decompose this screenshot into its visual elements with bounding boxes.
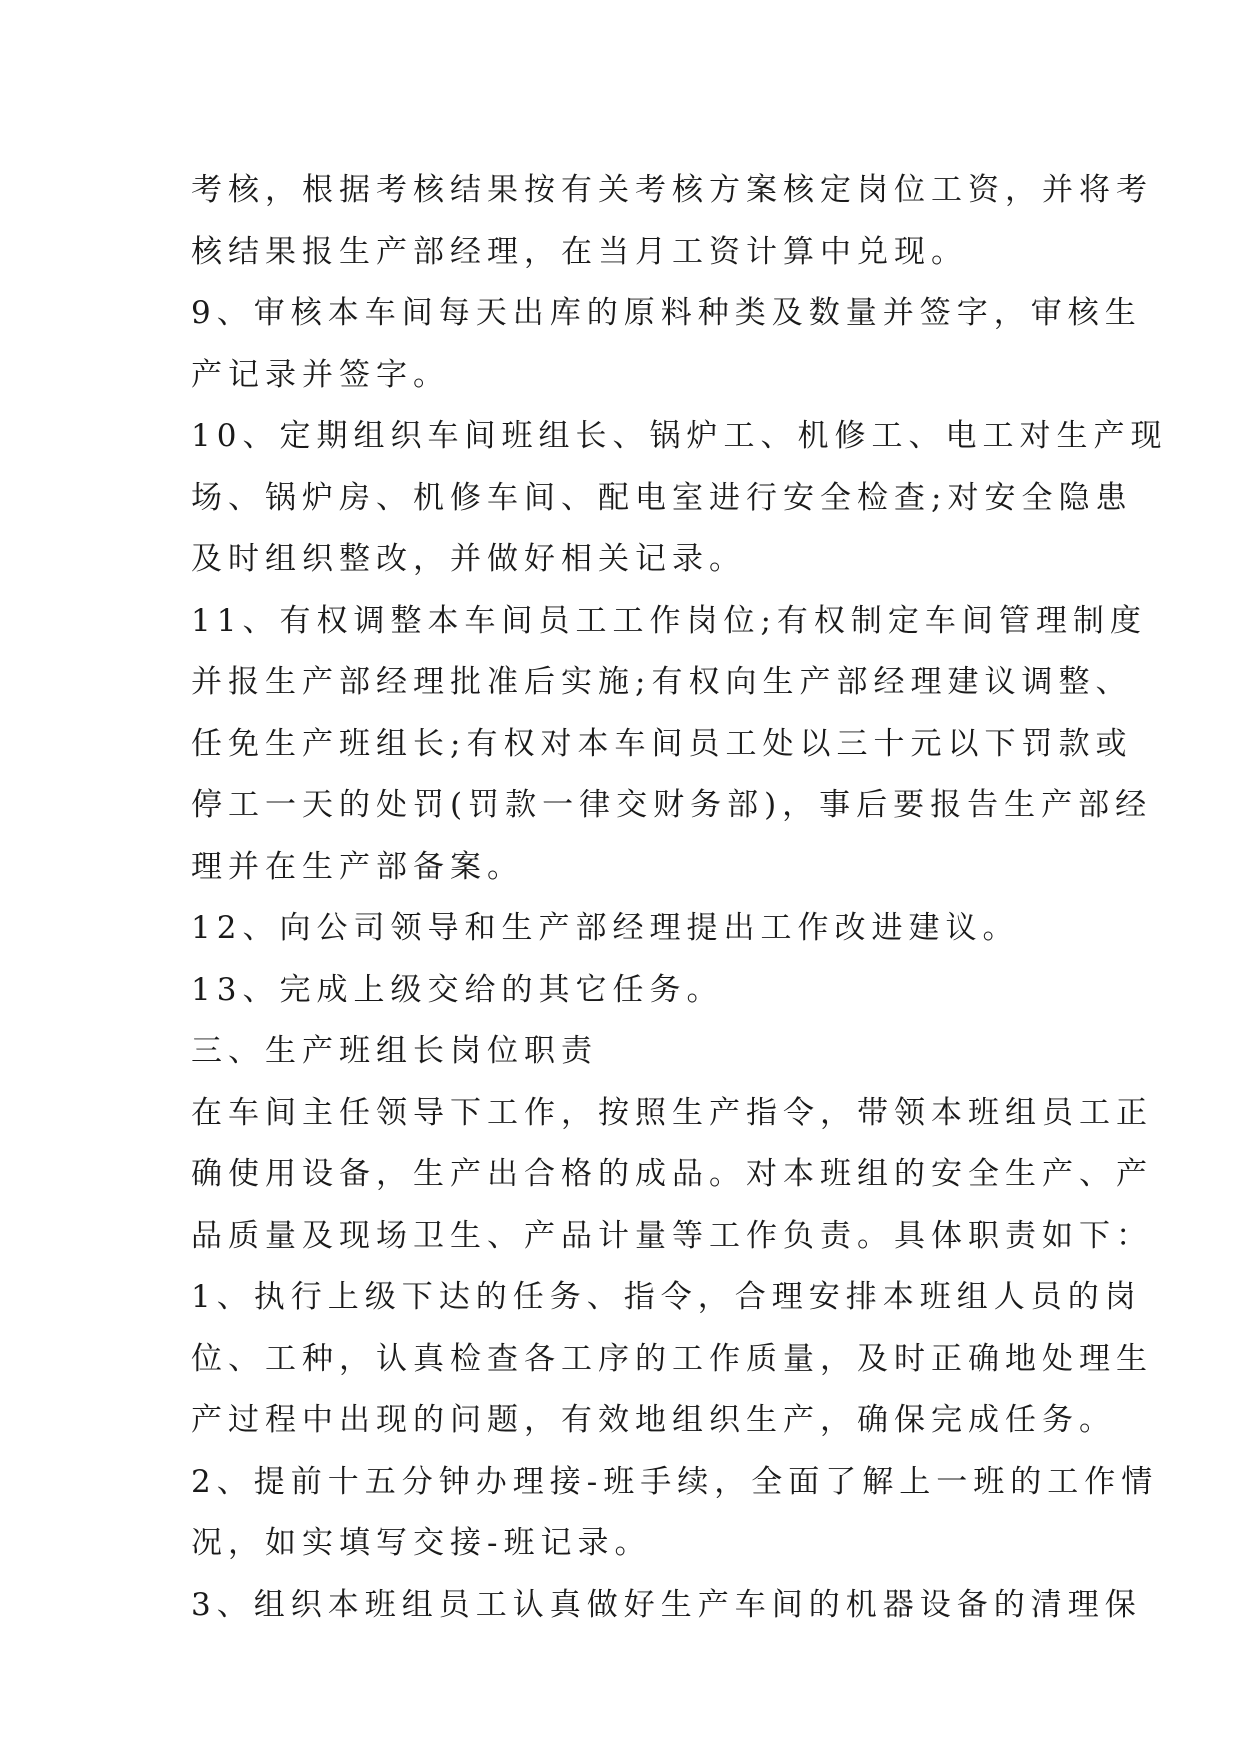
text-line: 9、审核本车间每天出库的原料种类及数量并签字，审核生 [191,295,1142,331]
text-line: 3、组织本班组员工认真做好生产车间的机器设备的清理保 [191,1586,1142,1623]
section-heading: 三、生产班组长岗位职责 [191,1033,598,1069]
text-line: 场、锅炉房、机修车间、配电室进行安全检查;对安全隐患 [191,479,1133,516]
text-line: 在车间主任领导下工作，按照生产指令，带领本班组员工正 [191,1094,1153,1131]
text-line: 并报生产部经理批准后实施;有权向生产部经理建议调整、 [191,664,1133,700]
text-line: 产过程中出现的问题，有效地组织生产，确保完成任务。 [191,1402,1116,1438]
text-line: 10、定期组织车间班组长、锅炉工、机修工、电工对生产现 [191,418,1168,454]
text-line: 核结果报生产部经理，在当月工资计算中兑现。 [191,233,968,270]
text-line: 1、执行上级下达的任务、指令，合理安排本班组人员的岗 [191,1279,1142,1315]
text-line: 2、提前十五分钟办理接-班手续，全面了解上一班的工作情 [191,1463,1159,1500]
text-line: 考核，根据考核结果按有关考核方案核定岗位工资，并将考 [191,172,1153,208]
text-line: 12、向公司领导和生产部经理提出工作改进建议。 [191,910,1020,946]
text-line: 任免生产班组长;有权对本车间员工处以三十元以下罚款或 [191,725,1133,762]
document-body [191,160,1168,1636]
text-line: 位、工种，认真检查各工序的工作质量，及时正确地处理生 [191,1340,1153,1377]
text-line: 理并在生产部备案。 [191,848,524,885]
text-line: 确使用设备，生产出合格的成品。对本班组的安全生产、产 [191,1156,1153,1192]
text-line: 品质量及现场卫生、产品计量等工作负责。具体职责如下： [191,1217,1153,1254]
text-line: 及时组织整改，并做好相关记录。 [191,541,746,577]
text-line: 停工一天的处罚(罚款一律交财务部)，事后要报告生产部经 [191,787,1153,823]
text-line: 产记录并签字。 [191,356,450,393]
text-line: 11、有权调整本车间员工工作岗位;有权制定车间管理制度 [191,602,1147,639]
text-line: 况，如实填写交接-班记录。 [191,1525,652,1561]
text-line: 13、完成上级交给的其它任务。 [191,971,724,1008]
